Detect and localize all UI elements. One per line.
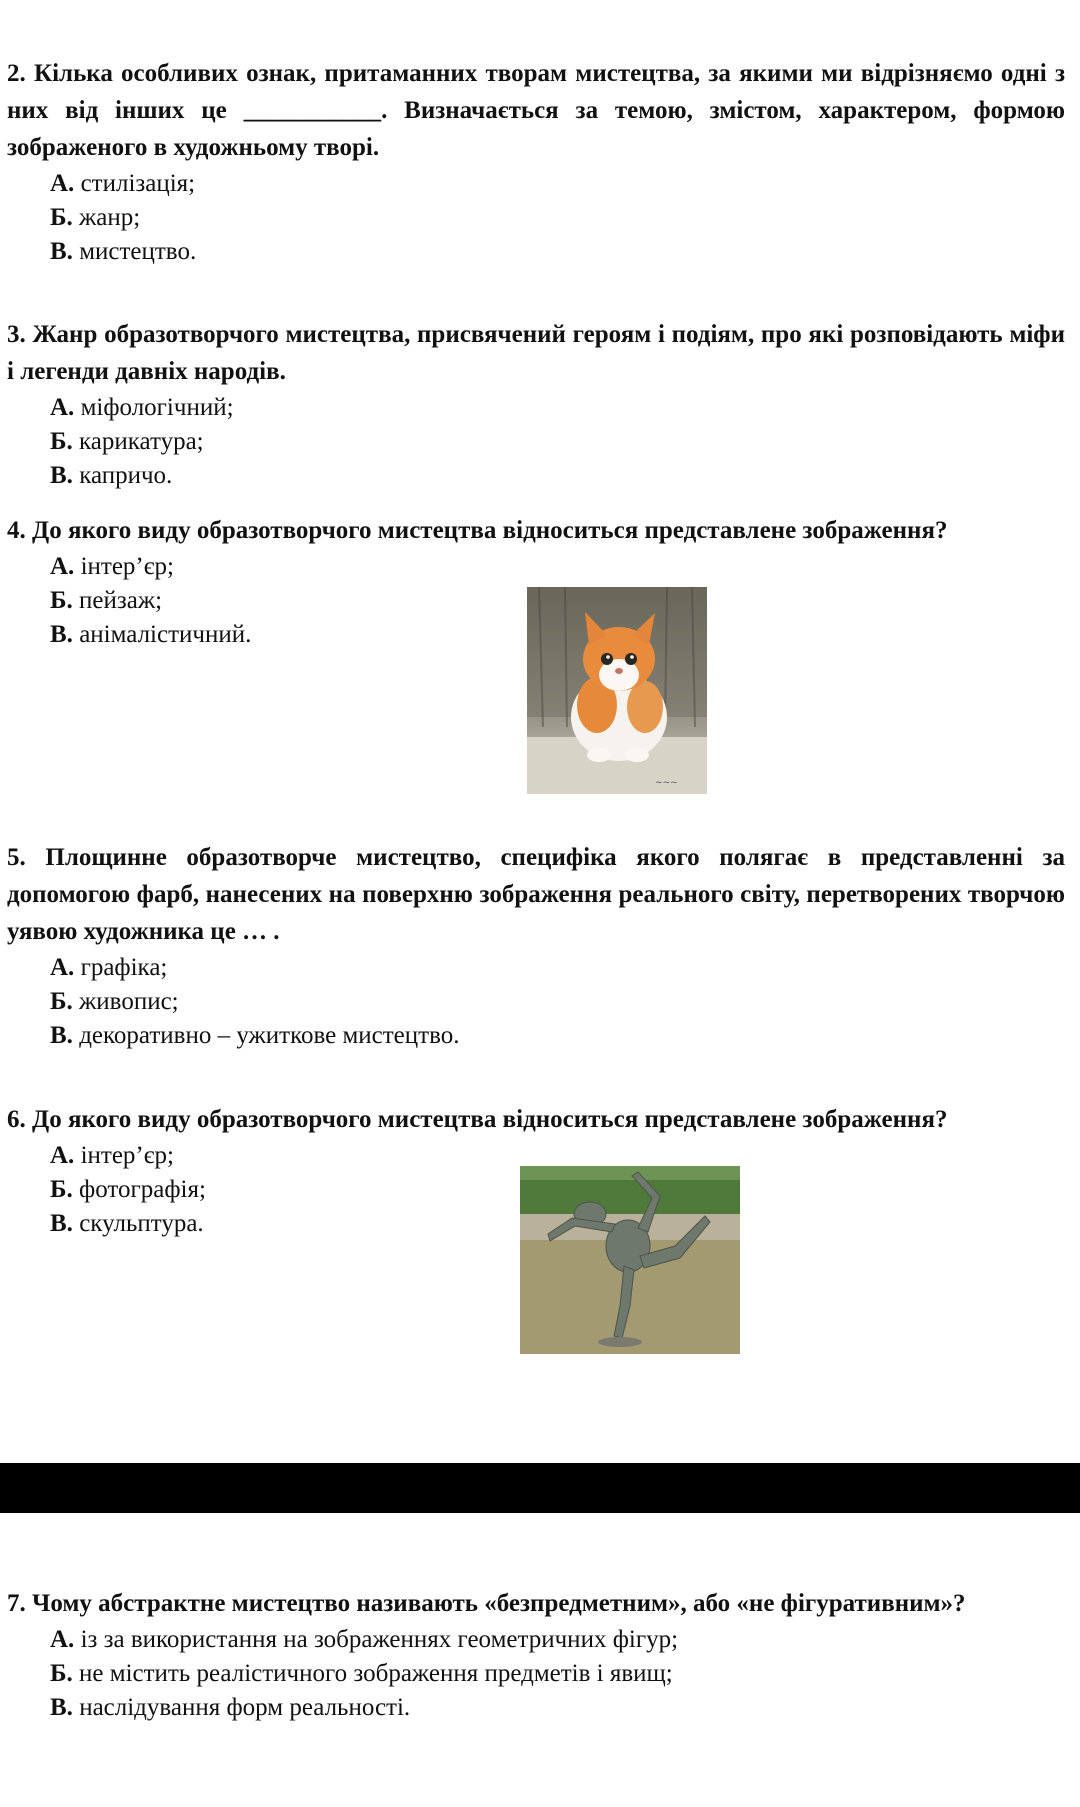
- kitten-painting-icon: [527, 587, 707, 794]
- question-2: [7, 55, 1065, 268]
- option-letter: А.: [50, 394, 75, 421]
- option-text: із за використання на зображеннях геометричних фігур;: [80, 1626, 679, 1653]
- option-text: інтер’єр;: [80, 553, 174, 580]
- option-a: [50, 550, 1065, 583]
- option-b: [50, 985, 1065, 1018]
- option-text: мистецтво.: [79, 238, 197, 265]
- option-text: пейзаж;: [79, 587, 163, 614]
- option-text: скульптура.: [79, 1210, 204, 1237]
- option-c: [50, 1691, 1065, 1724]
- option-letter: В.: [50, 238, 73, 265]
- option-letter: А.: [50, 1626, 75, 1653]
- option-b: [50, 1657, 1065, 1690]
- question-3-stem: 3. Жанр образотворчого мистецтва, присвячений героям і подіям, про які розповідають міфи і легенди давніх народів.: [7, 321, 1065, 385]
- option-text: наслідування форм реальності.: [79, 1694, 411, 1721]
- option-letter: Б.: [50, 1176, 73, 1203]
- option-letter: Б.: [50, 587, 73, 614]
- question-4-stem: 4. До якого виду образотворчого мистецтва відноситься представлене зображення?: [7, 517, 948, 544]
- option-b: [50, 201, 1065, 234]
- option-letter: Б.: [50, 988, 73, 1015]
- option-letter: В.: [50, 462, 73, 489]
- option-letter: А.: [50, 170, 75, 197]
- option-letter: А.: [50, 553, 75, 580]
- option-text: жанр;: [79, 204, 141, 231]
- question-2-stem-part2: . Визначається за темою, змістом, характером, формою зображеного в художньому творі.: [7, 97, 1066, 161]
- option-c: [50, 235, 1065, 268]
- option-text: анімалістичний.: [79, 621, 252, 648]
- option-text: не містить реалістичного зображення предметів і явищ;: [79, 1660, 673, 1687]
- option-letter: В.: [50, 621, 73, 648]
- question-5: [7, 839, 1065, 1052]
- option-text: інтер’єр;: [80, 1142, 174, 1169]
- kitten-painting: [527, 587, 707, 794]
- black-band: [0, 1463, 1080, 1513]
- option-letter: Б.: [50, 204, 73, 231]
- option-a: [50, 951, 1065, 984]
- option-letter: А.: [50, 954, 75, 981]
- question-6-stem: 6. До якого виду образотворчого мистецтва відноситься представлене зображення?: [7, 1106, 948, 1133]
- option-b: [50, 425, 1065, 458]
- frog-sculpture-photo: [520, 1166, 740, 1354]
- option-a: [50, 391, 1065, 424]
- option-text: фотографія;: [79, 1176, 206, 1203]
- option-letter: В.: [50, 1694, 73, 1721]
- option-text: декоративно – ужиткове мистецтво.: [79, 1022, 460, 1049]
- answer-blank: ___________: [243, 97, 382, 124]
- option-a: [50, 1623, 1065, 1656]
- option-c: [50, 1019, 1065, 1052]
- question-7: [7, 1585, 1065, 1724]
- question-2-stem-part1: 2. Кілька особливих ознак, притаманних творам мистецтва, за якими ми відрізняємо одні з них від інших це: [7, 60, 1065, 124]
- option-text: міфологічний;: [80, 394, 234, 421]
- question-7-stem: 7. Чому абстрактне мистецтво називають «безпредметним», або «не фігуративним»?: [7, 1590, 966, 1617]
- frog-sculpture-icon: [520, 1166, 740, 1354]
- svg-text:~~~: ~~~: [655, 778, 678, 788]
- option-letter: А.: [50, 1142, 75, 1169]
- option-text: стилізація;: [80, 170, 196, 197]
- option-letter: Б.: [50, 428, 73, 455]
- question-5-stem: 5. Площинне образотворче мистецтво, специфіка якого полягає в представленні за допомогою фарб, нанесених на поверхню зображення реального світу, перетворених творчою уявою художника це … .: [7, 844, 1065, 945]
- option-a: [50, 167, 1065, 200]
- option-text: капричо.: [79, 462, 173, 489]
- option-c: [50, 459, 1065, 492]
- option-text: графіка;: [80, 954, 168, 981]
- option-letter: В.: [50, 1210, 73, 1237]
- question-2-stem: [7, 55, 1065, 166]
- option-letter: В.: [50, 1022, 73, 1049]
- option-text: живопис;: [79, 988, 179, 1015]
- option-text: карикатура;: [79, 428, 204, 455]
- question-3: [7, 316, 1065, 492]
- option-letter: Б.: [50, 1660, 73, 1687]
